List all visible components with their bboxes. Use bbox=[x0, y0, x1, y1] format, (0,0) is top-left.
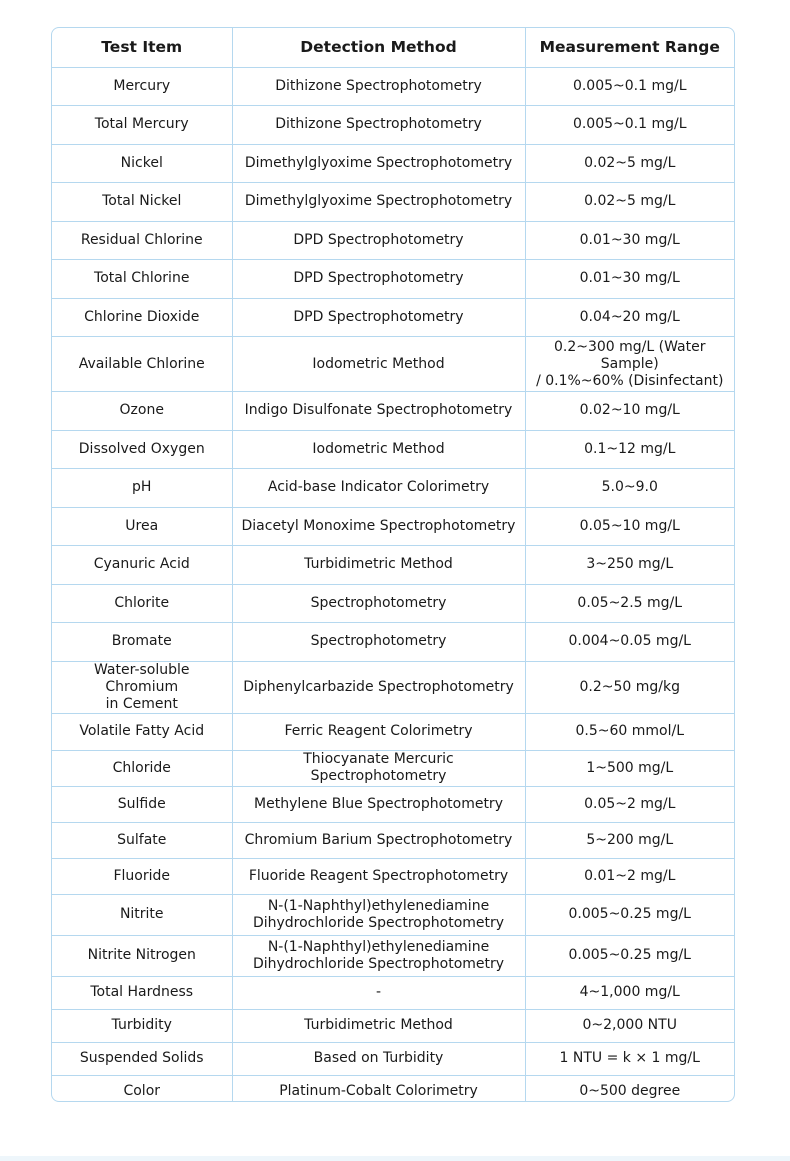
table-row bbox=[52, 750, 734, 786]
table-row bbox=[52, 337, 734, 392]
cell-test-item: Cyanuric Acid bbox=[52, 546, 232, 585]
cell-measurement-range: 0.2~300 mg/L (Water Sample) / 0.1%~60% (Disinfectant) bbox=[525, 337, 734, 392]
cell-detection-method: Turbidimetric Method bbox=[232, 1009, 525, 1042]
cell-measurement-range: 5.0~9.0 bbox=[525, 469, 734, 508]
cell-test-item: Chlorine Dioxide bbox=[52, 298, 232, 337]
cell-measurement-range: 0.005~0.25 mg/L bbox=[525, 894, 734, 935]
cell-measurement-range: 0.2~50 mg/kg bbox=[525, 661, 734, 713]
cell-detection-method: Dimethylglyoxime Spectrophotometry bbox=[232, 144, 525, 183]
cell-detection-method: Thiocyanate Mercuric Spectrophotometry bbox=[232, 750, 525, 786]
cell-test-item: Nickel bbox=[52, 144, 232, 183]
cell-detection-method: N-(1-Naphthyl)ethylenediamine Dihydrochloride Spectrophotometry bbox=[232, 894, 525, 935]
table-row bbox=[52, 584, 734, 623]
cell-detection-method: DPD Spectrophotometry bbox=[232, 260, 525, 299]
table-row bbox=[52, 144, 734, 183]
cell-detection-method: N-(1-Naphthyl)ethylenediamine Dihydrochloride Spectrophotometry bbox=[232, 935, 525, 976]
cell-test-item: Mercury bbox=[52, 67, 232, 106]
cell-test-item: Fluoride bbox=[52, 858, 232, 894]
cell-detection-method: Diphenylcarbazide Spectrophotometry bbox=[232, 661, 525, 713]
table-row bbox=[52, 507, 734, 546]
cell-test-item: Total Hardness bbox=[52, 976, 232, 1009]
table-row bbox=[52, 67, 734, 106]
cell-detection-method: Turbidimetric Method bbox=[232, 546, 525, 585]
table-row bbox=[52, 298, 734, 337]
cell-detection-method: Indigo Disulfonate Spectrophotometry bbox=[232, 392, 525, 431]
cell-measurement-range: 0.05~2 mg/L bbox=[525, 786, 734, 822]
cell-test-item: Ozone bbox=[52, 392, 232, 431]
table-header-row bbox=[52, 28, 734, 67]
table-row bbox=[52, 713, 734, 750]
cell-test-item: Chlorite bbox=[52, 584, 232, 623]
cell-test-item: Chloride bbox=[52, 750, 232, 786]
header-measurement-range: Measurement Range bbox=[525, 28, 734, 67]
cell-test-item: Residual Chlorine bbox=[52, 221, 232, 260]
cell-test-item: Turbidity bbox=[52, 1009, 232, 1042]
cell-measurement-range: 0.05~10 mg/L bbox=[525, 507, 734, 546]
table-row bbox=[52, 858, 734, 894]
cell-test-item: Bromate bbox=[52, 623, 232, 662]
cell-measurement-range: 0.05~2.5 mg/L bbox=[525, 584, 734, 623]
cell-detection-method: DPD Spectrophotometry bbox=[232, 298, 525, 337]
cell-test-item: Sulfate bbox=[52, 822, 232, 858]
cell-measurement-range: 0.01~2 mg/L bbox=[525, 858, 734, 894]
table-row bbox=[52, 469, 734, 508]
table-row bbox=[52, 430, 734, 469]
detection-table-container bbox=[51, 27, 735, 1102]
table-row bbox=[52, 1075, 734, 1102]
table-row bbox=[52, 661, 734, 713]
header-test-item: Test Item bbox=[52, 28, 232, 67]
cell-test-item: Color bbox=[52, 1075, 232, 1102]
table-row bbox=[52, 786, 734, 822]
cell-measurement-range: 3~250 mg/L bbox=[525, 546, 734, 585]
table-row bbox=[52, 221, 734, 260]
cell-test-item: pH bbox=[52, 469, 232, 508]
bottom-band bbox=[0, 1156, 790, 1161]
cell-test-item: Total Mercury bbox=[52, 106, 232, 145]
cell-test-item: Sulfide bbox=[52, 786, 232, 822]
cell-measurement-range: 0.01~30 mg/L bbox=[525, 221, 734, 260]
table-row bbox=[52, 1042, 734, 1075]
cell-test-item: Available Chlorine bbox=[52, 337, 232, 392]
cell-measurement-range: 0.005~0.1 mg/L bbox=[525, 67, 734, 106]
cell-test-item: Dissolved Oxygen bbox=[52, 430, 232, 469]
cell-measurement-range: 0.02~10 mg/L bbox=[525, 392, 734, 431]
cell-measurement-range: 0~2,000 NTU bbox=[525, 1009, 734, 1042]
cell-measurement-range: 0.1~12 mg/L bbox=[525, 430, 734, 469]
cell-measurement-range: 0.005~0.25 mg/L bbox=[525, 935, 734, 976]
table-row bbox=[52, 822, 734, 858]
cell-detection-method: Dithizone Spectrophotometry bbox=[232, 106, 525, 145]
table-row bbox=[52, 183, 734, 222]
table-row bbox=[52, 546, 734, 585]
cell-detection-method: DPD Spectrophotometry bbox=[232, 221, 525, 260]
cell-measurement-range: 1~500 mg/L bbox=[525, 750, 734, 786]
header-detection-method: Detection Method bbox=[232, 28, 525, 67]
cell-test-item: Total Nickel bbox=[52, 183, 232, 222]
cell-test-item: Suspended Solids bbox=[52, 1042, 232, 1075]
cell-measurement-range: 5~200 mg/L bbox=[525, 822, 734, 858]
table-row bbox=[52, 260, 734, 299]
cell-test-item: Urea bbox=[52, 507, 232, 546]
cell-detection-method: Methylene Blue Spectrophotometry bbox=[232, 786, 525, 822]
cell-test-item: Water-soluble Chromium in Cement bbox=[52, 661, 232, 713]
detection-methods-table bbox=[52, 28, 734, 1102]
cell-detection-method: Platinum-Cobalt Colorimetry bbox=[232, 1075, 525, 1102]
cell-detection-method: - bbox=[232, 976, 525, 1009]
cell-detection-method: Spectrophotometry bbox=[232, 584, 525, 623]
cell-detection-method: Iodometric Method bbox=[232, 337, 525, 392]
cell-detection-method: Spectrophotometry bbox=[232, 623, 525, 662]
cell-measurement-range: 0~500 degree bbox=[579, 1083, 681, 1100]
table-row bbox=[52, 1009, 734, 1042]
table-row bbox=[52, 623, 734, 662]
cell-detection-method: Iodometric Method bbox=[232, 430, 525, 469]
cell-measurement-range: 0.02~5 mg/L bbox=[525, 144, 734, 183]
cell-test-item: Total Chlorine bbox=[52, 260, 232, 299]
table-row bbox=[52, 392, 734, 431]
table-row bbox=[52, 894, 734, 935]
cell-measurement-range: 0.005~0.1 mg/L bbox=[525, 106, 734, 145]
cell-measurement-range: 0.004~0.05 mg/L bbox=[525, 623, 734, 662]
cell-test-item: Volatile Fatty Acid bbox=[52, 713, 232, 750]
cell-measurement-range: 0.01~30 mg/L bbox=[525, 260, 734, 299]
cell-measurement-range: 0.5~60 mmol/L bbox=[525, 713, 734, 750]
cell-measurement-range: 0.04~20 mg/L bbox=[525, 298, 734, 337]
cell-measurement-range: 1 NTU = k × 1 mg/L bbox=[525, 1042, 734, 1075]
cell-measurement-range: 4~1,000 mg/L bbox=[525, 976, 734, 1009]
cell-test-item: Nitrite bbox=[52, 894, 232, 935]
cell-test-item: Nitrite Nitrogen bbox=[52, 935, 232, 976]
cell-detection-method: Acid-base Indicator Colorimetry bbox=[232, 469, 525, 508]
cell-detection-method: Fluoride Reagent Spectrophotometry bbox=[232, 858, 525, 894]
cell-detection-method: Dimethylglyoxime Spectrophotometry bbox=[232, 183, 525, 222]
cell-detection-method: Diacetyl Monoxime Spectrophotometry bbox=[232, 507, 525, 546]
cell-detection-method: Chromium Barium Spectrophotometry bbox=[232, 822, 525, 858]
cell-detection-method: Dithizone Spectrophotometry bbox=[232, 67, 525, 106]
table-row bbox=[52, 976, 734, 1009]
cell-detection-method: Ferric Reagent Colorimetry bbox=[232, 713, 525, 750]
cell-measurement-range: 0.02~5 mg/L bbox=[525, 183, 734, 222]
cell-detection-method: Based on Turbidity bbox=[232, 1042, 525, 1075]
table-row bbox=[52, 106, 734, 145]
table-row bbox=[52, 935, 734, 976]
